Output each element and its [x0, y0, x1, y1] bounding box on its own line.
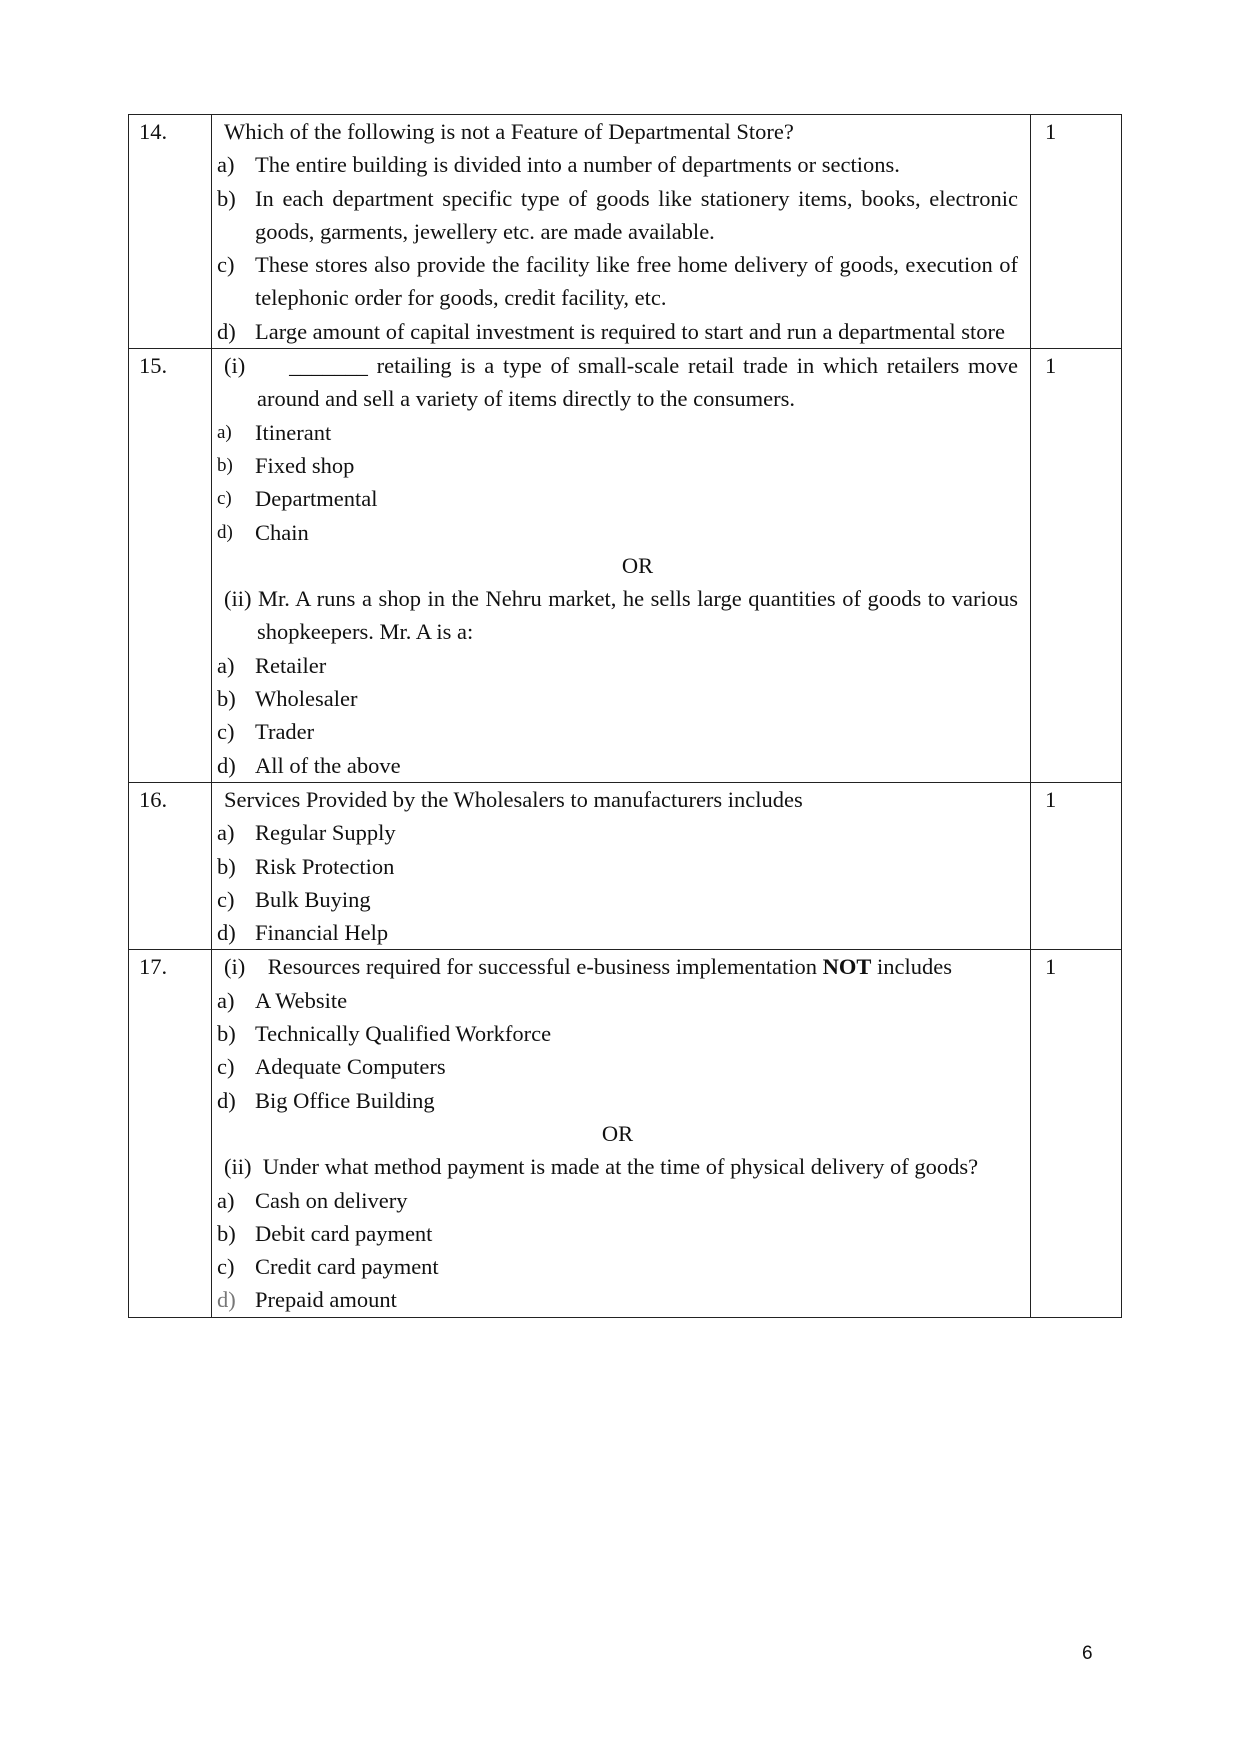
option-text: All of the above: [255, 752, 401, 778]
question-stem-part-2: (ii) Mr. A runs a shop in the Nehru market, he sells large quantities of goods to various shopkeepers. Mr. A is a:: [224, 586, 1018, 645]
option-label: b): [217, 454, 233, 476]
option-c: [217, 1250, 1018, 1283]
marks-cell: [1031, 115, 1122, 349]
question-number: 14.: [139, 119, 168, 144]
option-text: Trader: [255, 719, 315, 745]
option-label: a): [217, 820, 235, 846]
option-b: [217, 449, 1018, 482]
option-label: d): [217, 318, 236, 344]
option-a: [217, 148, 1018, 181]
option-text: Financial Help: [255, 920, 389, 946]
option-b: [217, 682, 1018, 715]
question-stem: Which of the following is not a Feature of Departmental Store?: [224, 119, 794, 144]
option-text: Chain: [255, 519, 309, 545]
option-label: b): [217, 185, 236, 211]
option-text: Wholesaler: [255, 686, 358, 712]
option-text: Retailer: [255, 652, 327, 678]
option-label: a): [217, 652, 235, 678]
option-text: Prepaid amount: [255, 1287, 397, 1313]
question-number-cell: [129, 349, 212, 783]
questions-table: [128, 114, 1122, 1318]
stem-emphasis: NOT: [822, 954, 872, 980]
question-stem-part-1: [217, 950, 1018, 983]
option-label: c): [217, 1254, 235, 1280]
option-a: [217, 816, 1018, 849]
option-text: In each department specific type of goods like stationery items, books, electronic goods, garments, jewellery etc. are made available.: [255, 185, 1018, 244]
option-c: [217, 715, 1018, 748]
marks-value: 1: [1045, 954, 1057, 980]
option-label: c): [217, 252, 235, 278]
option-label: c): [217, 488, 232, 510]
question-stem: Services Provided by the Wholesalers to manufacturers includes: [224, 786, 803, 812]
option-c: [217, 248, 1018, 315]
option-c: [217, 482, 1018, 515]
option-text: Cash on delivery: [255, 1187, 408, 1213]
option-text: Departmental: [255, 486, 378, 512]
option-label: b): [217, 686, 236, 712]
option-label: c): [217, 719, 235, 745]
question-number: 17.: [139, 954, 168, 980]
option-text: Itinerant: [255, 419, 332, 445]
option-label: d): [217, 1087, 236, 1113]
question-number: 15.: [139, 353, 168, 379]
option-text: A Website: [255, 987, 348, 1013]
option-label: a): [217, 152, 235, 178]
option-label: c): [217, 886, 235, 912]
option-d: [217, 916, 1018, 949]
option-text: Adequate Computers: [255, 1054, 446, 1080]
option-a: [217, 649, 1018, 682]
question-row-17: [129, 950, 1122, 1317]
stem-text: (i) Resources required for successful e-business implementation: [224, 954, 823, 980]
option-a: [217, 984, 1018, 1017]
marks-value: 1: [1045, 353, 1057, 379]
question-number-cell: [129, 115, 212, 349]
question-stem-part-2: (ii) Under what method payment is made at the time of physical delivery of goods?: [224, 1154, 979, 1180]
option-d: [217, 1084, 1018, 1117]
marks-cell: [1031, 782, 1122, 949]
stem-text: includes: [871, 954, 952, 980]
option-label: b): [217, 853, 236, 879]
option-a: [217, 416, 1018, 449]
question-number-cell: [129, 782, 212, 949]
option-label: d): [217, 521, 233, 543]
question-row-14: [129, 115, 1122, 349]
option-text: Debit card payment: [255, 1220, 433, 1246]
option-text: Credit card payment: [255, 1254, 439, 1280]
option-label: d): [217, 1287, 236, 1313]
option-label: a): [217, 1187, 235, 1213]
option-text: The entire building is divided into a number of departments or sections.: [255, 152, 900, 178]
question-number: 16.: [139, 786, 168, 812]
marks-cell: [1031, 950, 1122, 1317]
option-text: These stores also provide the facility like free home delivery of goods, execution of telephonic order for goods, credit facility, etc.: [255, 252, 1018, 311]
option-text: Bulk Buying: [255, 886, 371, 912]
option-c: [217, 883, 1018, 916]
marks-value: 1: [1045, 119, 1057, 144]
page-number: 6: [1082, 1643, 1093, 1664]
question-row-16: [129, 782, 1122, 949]
marks-cell: [1031, 349, 1122, 783]
question-stem-part-1: (i) _______ retailing is a type of small-scale retail trade in which retailers move around and sell a variety of items directly to the consumers.: [224, 353, 1024, 412]
option-text: Technically Qualified Workforce: [255, 1021, 552, 1047]
question-content-cell: [212, 782, 1031, 949]
option-b: [217, 1217, 1018, 1250]
option-b: [217, 850, 1018, 883]
option-d: [217, 1283, 1018, 1316]
question-content-cell: [212, 349, 1031, 783]
option-a: [217, 1184, 1018, 1217]
option-label: d): [217, 920, 236, 946]
option-label: b): [217, 1021, 236, 1047]
question-content-cell: [212, 115, 1031, 349]
or-separator: OR: [621, 552, 654, 578]
option-text: Big Office Building: [255, 1087, 435, 1113]
question-row-15: [129, 349, 1122, 783]
question-number-cell: [129, 950, 212, 1317]
option-label: a): [217, 421, 232, 443]
option-label: d): [217, 752, 236, 778]
option-b: [217, 1017, 1018, 1050]
option-text: Regular Supply: [255, 820, 396, 846]
option-label: b): [217, 1220, 236, 1246]
option-d: [217, 516, 1018, 549]
option-c: [217, 1050, 1018, 1083]
option-text: Large amount of capital investment is required to start and run a departmental store: [255, 318, 1005, 344]
option-text: Fixed shop: [255, 452, 355, 478]
option-d: [217, 315, 1018, 348]
option-b: [217, 182, 1018, 249]
option-label: c): [217, 1054, 235, 1080]
or-separator: OR: [601, 1120, 634, 1146]
question-content-cell: [212, 950, 1031, 1317]
marks-value: 1: [1045, 786, 1057, 812]
option-text: Risk Protection: [255, 853, 395, 879]
option-d: [217, 749, 1018, 782]
option-label: a): [217, 987, 235, 1013]
